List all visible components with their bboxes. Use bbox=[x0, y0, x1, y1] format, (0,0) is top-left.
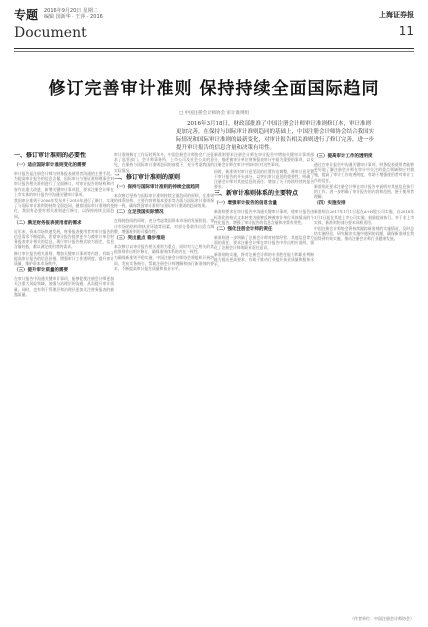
paragraph: 本次修订以审计报告相关准则为重点，同时对与之相关的其他准则作出相应修订，确保准则体系的内在一致性。 bbox=[114, 244, 214, 255]
issue-date: 2016年9月20日 星期二 bbox=[44, 8, 98, 14]
page-number: 11 bbox=[398, 24, 414, 38]
paragraph: 新准则的实施，将对注册会计师的专业胜任能力和职业判断能力提出更高要求，有助于推动行业提升执业质量和服务水平。 bbox=[214, 251, 314, 268]
subsection-heading: （四）实施安排 bbox=[314, 201, 346, 207]
paragraph: 在保持趋同的同时，充分考虑我国资本市场的发展阶段、审计市场的结构和执业环境等因素，对部分条款作出适当调整，增强准则的可操作性。 bbox=[114, 218, 214, 234]
newspaper-name: 上海证券报 bbox=[379, 10, 414, 19]
paragraph: 在审计报告中沟通关键审计事项，能够促使注册会计师更加关注重大风险领域，加强与治理层的沟通，从而提升审计质量。同时，也有利于管理层和治理层更加关注财务报表的披露质量。 bbox=[14, 276, 114, 297]
issue-editors: 编辑 国新华 · 王萍 · 2016 bbox=[44, 14, 103, 20]
page-header bbox=[14, 6, 414, 46]
section-title: Document bbox=[14, 25, 87, 41]
paragraph: 新准则自2017年1月1日起在A+H股公司实施，自2018年1月1日起在其他上市公司实施，鼓励提前执行。对于非上市实体，新准则的部分要求同样适用。 bbox=[314, 209, 414, 225]
paragraph: 中国注册会计师协会将持续跟踪新准则的实施情况，及时总结实施经验，研究解决实施中遇到的问题，确保新准则在我国得到有效实施，推动注册会计师行业健康发展。 bbox=[314, 226, 414, 242]
paragraph: 新准则进一步明确了注册会计师对持续经营、其他信息等方面的责任，要求注册会计师在审计报告中作出相应说明，强化了注册会计师的职业责任意识。 bbox=[214, 235, 314, 251]
article-headline: 修订完善审计准则 保持持续全面国际趋同 bbox=[48, 79, 380, 99]
subsection-heading: （一）保持与国际审计准则的持续全面趋同 bbox=[114, 184, 200, 190]
paragraph: 我国审计准则于2006年发布并于2010年进行了修订，实现了与国际审计准则的持续全面趋同。随着国际审计准则的变化，我国有必要对相关准则进行修订，以保持持续全面趋同。 bbox=[14, 198, 114, 219]
paragraph: 新准则还要求注册会计师在审计报告中说明对其他信息执行的工作，进一步明确了审计报告的内容和范围，便于使用者理解。 bbox=[314, 183, 414, 200]
paragraph: 审计报告是注册会计师与财务报表使用者沟通的主要手段。为提高审计报告的信息含量，国际审计与鉴证准则理事会对审计报告相关准则进行了全面修订，对审计报告的结构和内容作出重大改进，新增关键审计事项段，要求注册会计师在上市实体的审计报告中沟通关键审计事项。 bbox=[14, 171, 114, 197]
subsection-heading: （三）突出重点 稳步推进 bbox=[114, 236, 166, 242]
section-heading: 二、修订审计准则的原则 bbox=[114, 173, 181, 181]
paragraph: 本次修订坚持与国际审计准则持续全面趋同的原则，在准则的体系结构、主要内容和基本要求等方面与国际审计准则保持一致，确保我国审计准则与国际审计准则的趋同效果。 bbox=[114, 192, 214, 209]
article-byline: □ 中国注册会计师协会 审计准则组 bbox=[178, 111, 250, 116]
article-column-3 bbox=[214, 152, 314, 618]
article-column-4 bbox=[314, 152, 414, 618]
paragraph: 新准则要求注册会计师在审计报告中增加关键审计事项部分，描述被审计单位财务报表审计中最为重要的事项，以及注册会计师在审计中如何应对这些事项。 bbox=[214, 152, 314, 168]
header-rule bbox=[14, 48, 414, 49]
subsection-heading: （三）提高审计工作的透明度 bbox=[314, 154, 373, 159]
paragraph: 通过在审计报告中沟通关键审计事项，财务报表使用者能够更好地了解注册会计师在审计中关注的重点领域和应对措施，提高了审计工作的透明度，有助于增强使用者对审计工作的信任。 bbox=[314, 162, 414, 183]
paragraph: 修订审计报告相关准则，增加关键审计事项等内容，有助于提高审计报告的信息价值，增强审计工作透明度，提升审计质量，维护资本市场秩序。 bbox=[14, 250, 114, 267]
section-heading: 一、修订审计准则的必要性 bbox=[14, 152, 87, 159]
subsection-heading: （二）满足财务报表使用者的需求 bbox=[14, 220, 82, 226]
subsection-heading: （三）提升审计质量的需要 bbox=[14, 268, 68, 274]
paragraph: 为确保新准则平稳实施，中国注册会计师协会将组织开展培训，发布实务指引，帮助注册会计师理解和执行新准则的要求，不断提高审计报告质量和执业水平。 bbox=[114, 255, 214, 271]
article-column-1 bbox=[14, 152, 114, 618]
paragraph: 新准则要求在审计报告中沟通关键审计事项，使审计报告由标准化的格式文本转变为能够反映被审计单位具体情况的个性化报告，增强了审计报告的信息含量和决策有用性。 bbox=[214, 209, 314, 225]
article-lead: 2016年3月18日，财政部批准了中国注册会计师审计准则修订本，审计准则更加完善，在保持与国际审计准则趋同的基础上，中国注册会计师协会结合我国实际情况和国际审计准则的最新变化，对审计报告相关准则进行了修订完善，进一步提升审计报告的信息含量和决策有用性。 bbox=[176, 121, 375, 151]
section-tag: 专题 bbox=[14, 8, 39, 22]
article-column-2 bbox=[114, 152, 214, 618]
issue-info bbox=[44, 8, 103, 20]
paragraph: 审计准则修订工作历时两年多，中国注册会计师协会广泛征求了监管部门、会计师事务所、上市公司及社会公众的意见，在保持与国际审计准则趋同的前提下，充分考虑我国的实际情况。 bbox=[114, 152, 214, 173]
author-footnote: （作者单位：中国注册会计师协会） bbox=[350, 616, 414, 621]
paragraph: 近年来，资本市场快速发展，财务报表使用者对审计报告的信息需求不断提高，希望审计报告提供更多与被审计单位财务报表审计相关的信息。现行审计报告格式较为固定，信息含量较低，难以满足使用者的需求。 bbox=[14, 228, 114, 250]
subsection-heading: （一）适应国际审计准则变化的需要 bbox=[14, 163, 86, 168]
subsection-heading: （二）强化注册会计师的责任 bbox=[214, 227, 273, 233]
section-heading: 三、新审计准则体系的主要特点 bbox=[214, 190, 299, 198]
header-rule-thin bbox=[14, 51, 414, 52]
subsection-heading: （一）增强审计报告的信息含量 bbox=[214, 201, 277, 207]
subsection-heading: （二）立足我国实际情况 bbox=[114, 210, 164, 216]
paragraph: 同时，新准则对审计意见段的位置作出调整，将审计意见置于审计报告的开头部分，以突出审计意见的重要性；明确了注册会计师对其他信息的责任；增加了关于持续经营的报告要求。 bbox=[214, 168, 314, 190]
